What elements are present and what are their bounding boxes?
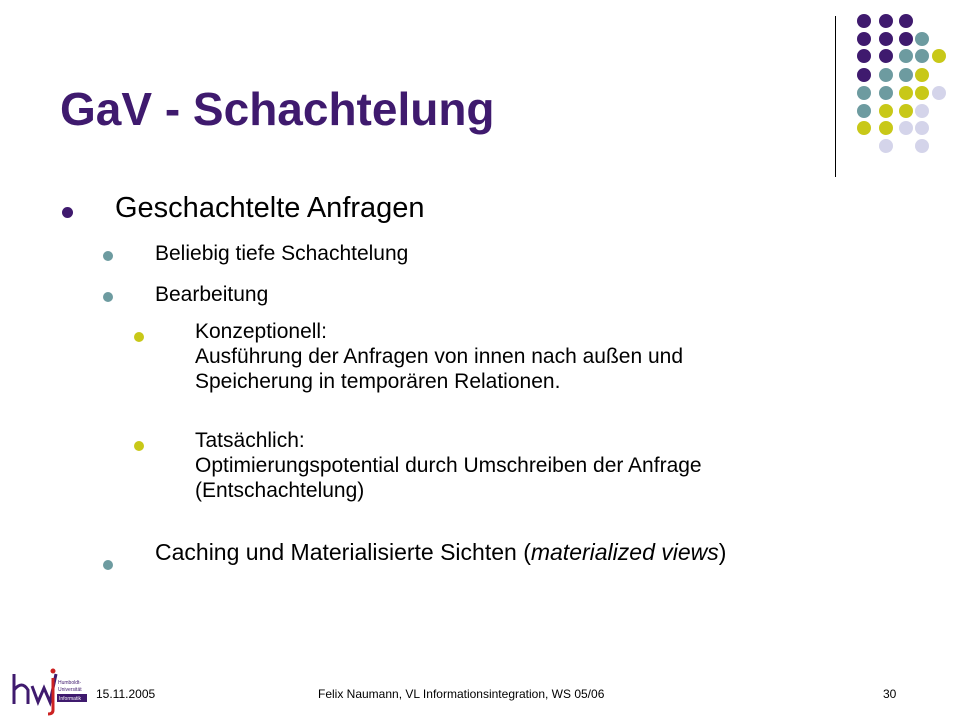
bullet-konzeptionell-head: Konzeptionell: [195,320,327,343]
bullet-l2-icon [103,292,113,302]
bullet-konzeptionell-line1: Ausführung der Anfragen von innen nach außen und [195,345,684,368]
decoration-dot [899,121,913,135]
bullet-l2-icon [103,251,113,261]
decoration-dot [879,104,893,118]
decoration-dot [915,104,929,118]
decoration-dot [857,14,871,28]
bullet-l3-icon [134,332,144,342]
decoration-dot [857,86,871,100]
decoration-dot [879,14,893,28]
decoration-dot [879,86,893,100]
hu-informatik-logo [8,664,88,716]
bullet-l2-icon [103,560,113,570]
bullet-l3-icon [134,441,144,451]
decoration-dot [915,32,929,46]
decoration-dot [899,14,913,28]
logo-line-2: Universität [58,687,82,693]
decoration-dot [857,121,871,135]
footer-page-number: 30 [883,687,897,701]
decoration-dot [879,68,893,82]
decoration-dot [879,139,893,153]
footer-author: Felix Naumann, VL Informationsintegration, WS 05/06 [318,687,605,701]
decoration-dot [915,121,929,135]
decoration-dot [857,104,871,118]
caching-text-italic: materialized views [530,539,719,565]
decoration-dot [932,49,946,63]
decoration-dot [915,139,929,153]
decoration-dot [899,86,913,100]
bullet-tatsaechlich-line1: Optimierungspotential durch Umschreiben der Anfrage [195,454,702,477]
decoration-dot [899,104,913,118]
decoration-dot [879,49,893,63]
decoration-dot [857,68,871,82]
bullet-l1-icon [62,207,73,218]
decoration-dot [857,49,871,63]
decoration-dot [915,49,929,63]
decoration-dot [899,68,913,82]
decorative-vertical-line [835,16,836,177]
bullet-tatsaechlich-head: Tatsächlich: [195,429,305,452]
bullet-text-caching [155,539,726,566]
decoration-dot [932,86,946,100]
footer-date: 15.11.2005 [96,687,156,701]
decoration-dot [899,32,913,46]
logo-line-1: Humboldt- [58,680,82,686]
caching-text-prefix: Caching und Materialisierte Sichten ( [155,539,531,565]
slide-title: GaV - Schachtelung [60,83,495,135]
bullet-konzeptionell-line2: Speicherung in temporären Relationen. [195,370,561,393]
caching-text-suffix: ) [718,539,727,565]
bullet-konzeptionell [195,319,683,394]
decoration-dot [857,32,871,46]
decoration-dot [915,86,929,100]
bullet-tatsaechlich-line2: (Entschachtelung) [195,479,365,502]
decoration-dot [879,32,893,46]
logo-line-3: Informatik [59,696,81,702]
decoration-dot [879,121,893,135]
bullet-tatsaechlich [195,428,702,503]
decoration-dot [899,49,913,63]
bullet-text-bearbeitung: Bearbeitung [155,283,269,306]
decoration-dot [915,68,929,82]
bullet-text-geschachtelte-anfragen: Geschachtelte Anfragen [115,192,425,224]
bullet-text-beliebig-tiefe: Beliebig tiefe Schachtelung [155,242,409,265]
